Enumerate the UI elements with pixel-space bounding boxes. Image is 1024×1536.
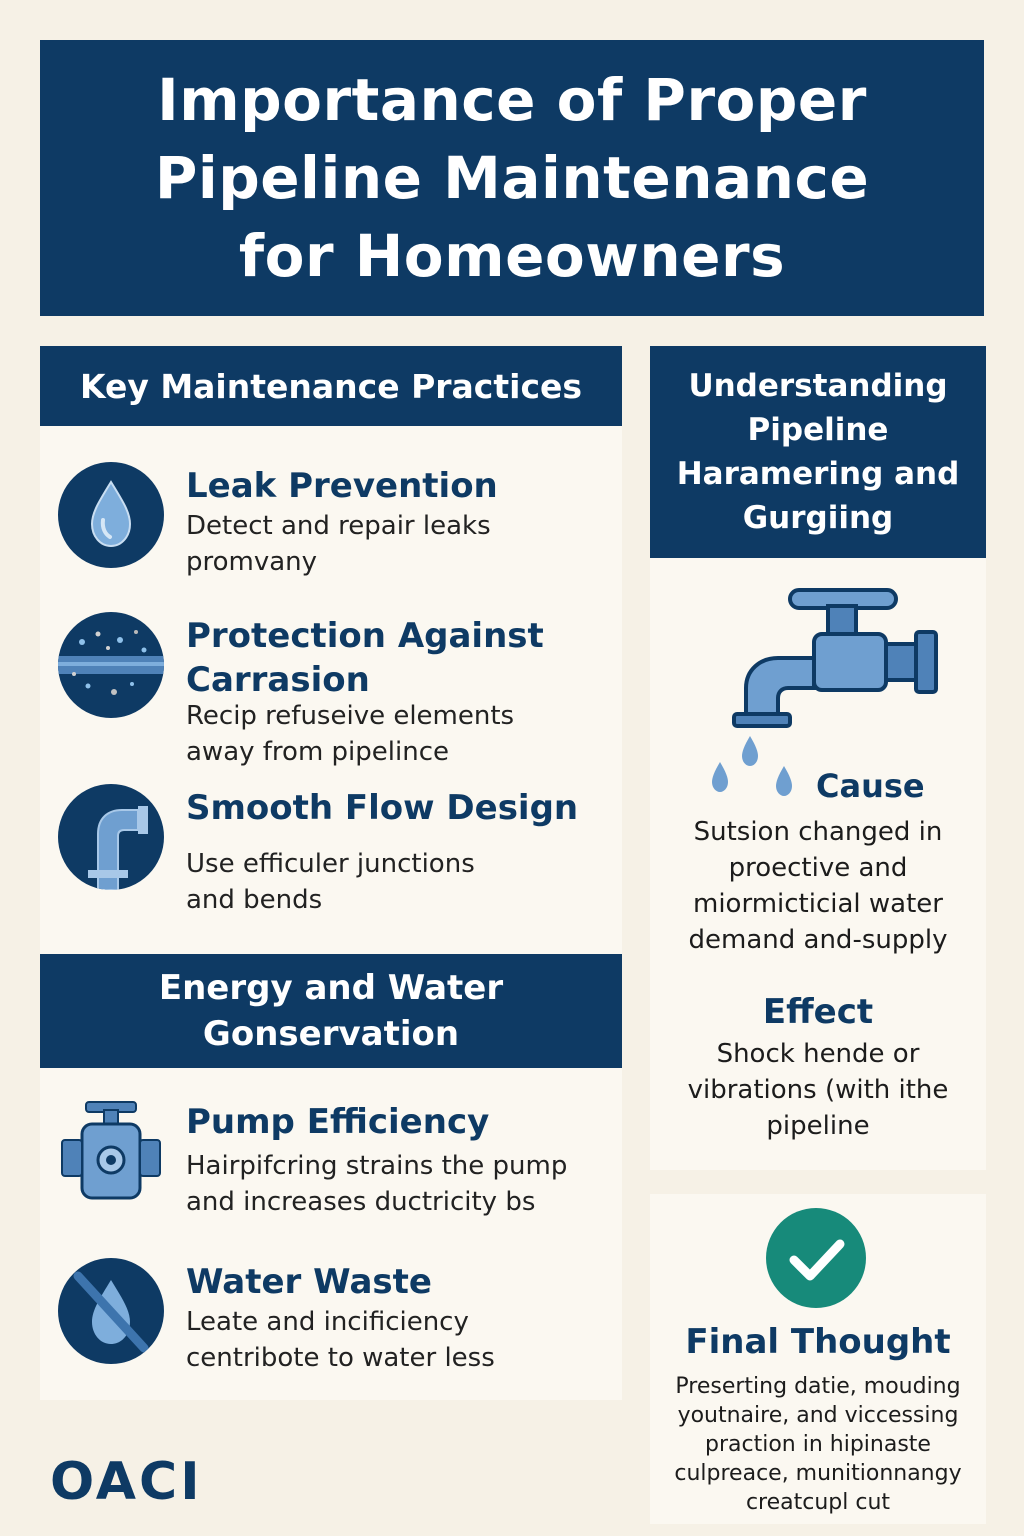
pipe-corrosion-icon: [58, 612, 164, 718]
effect-text: Shock hende or vibrations (with ithe pipeline: [687, 1039, 949, 1141]
key-practices-heading: Key Maintenance Practices: [79, 366, 583, 406]
pump-efficiency-item: [58, 1098, 618, 1228]
hammering-heading: Understanding Pipeline Haramering and Gurgiing: [676, 368, 960, 536]
final-thought-text: Preserting datie, mouding youtnaire, and viccessing praction in hipinaste culpreace, munitionnangy creatcupl cut: [674, 1374, 962, 1515]
smooth-flow-item: [58, 784, 618, 914]
crossed-drop-icon: [58, 1258, 164, 1364]
water-drop-icon: [58, 462, 164, 568]
corrosion-protection-title: Protection Against Carrasion: [186, 616, 544, 700]
corrosion-protection-text: Recip refuseive elements away from pipelince: [186, 701, 515, 767]
pump-efficiency-text: Hairpifcring strains the pump and increases ductricity bs: [186, 1151, 568, 1217]
leak-prevention-title: Leak Prevention: [186, 466, 498, 506]
leak-prevention-item: [58, 462, 618, 592]
conservation-heading: Energy and Water Gonservation: [158, 968, 504, 1054]
check-icon: [764, 1206, 868, 1310]
cause-label: Cause: [816, 767, 925, 805]
pump-icon: [58, 1098, 164, 1204]
cause-drops-icon: [706, 756, 806, 800]
key-practices-header: [40, 346, 622, 426]
page-title: Importance of Proper Pipeline Maintenance for Homeowners: [154, 66, 870, 290]
corrosion-protection-item: [58, 612, 618, 767]
hammering-header: [650, 346, 986, 558]
cause-text: Sutsion changed in proective and miormicticial water demand and-supply: [688, 817, 948, 955]
final-thought-label: Final Thought: [685, 1322, 951, 1362]
water-waste-item: [58, 1258, 618, 1388]
leak-prevention-text: Detect and repair leaks promvany: [186, 511, 491, 577]
water-waste-title: Water Waste: [186, 1262, 432, 1302]
pipe-bend-icon: [58, 784, 164, 890]
conservation-header: [40, 954, 622, 1068]
brand-logo: OACI: [50, 1452, 203, 1512]
effect-label: Effect: [762, 992, 874, 1032]
pump-efficiency-title: Pump Efficiency: [186, 1102, 490, 1142]
water-waste-text: Leate and incificiency centribote to water less: [186, 1307, 495, 1373]
title-banner: [40, 40, 984, 316]
smooth-flow-text: Use efficuler junctions and bends: [186, 849, 475, 915]
smooth-flow-title: Smooth Flow Design: [186, 788, 579, 828]
